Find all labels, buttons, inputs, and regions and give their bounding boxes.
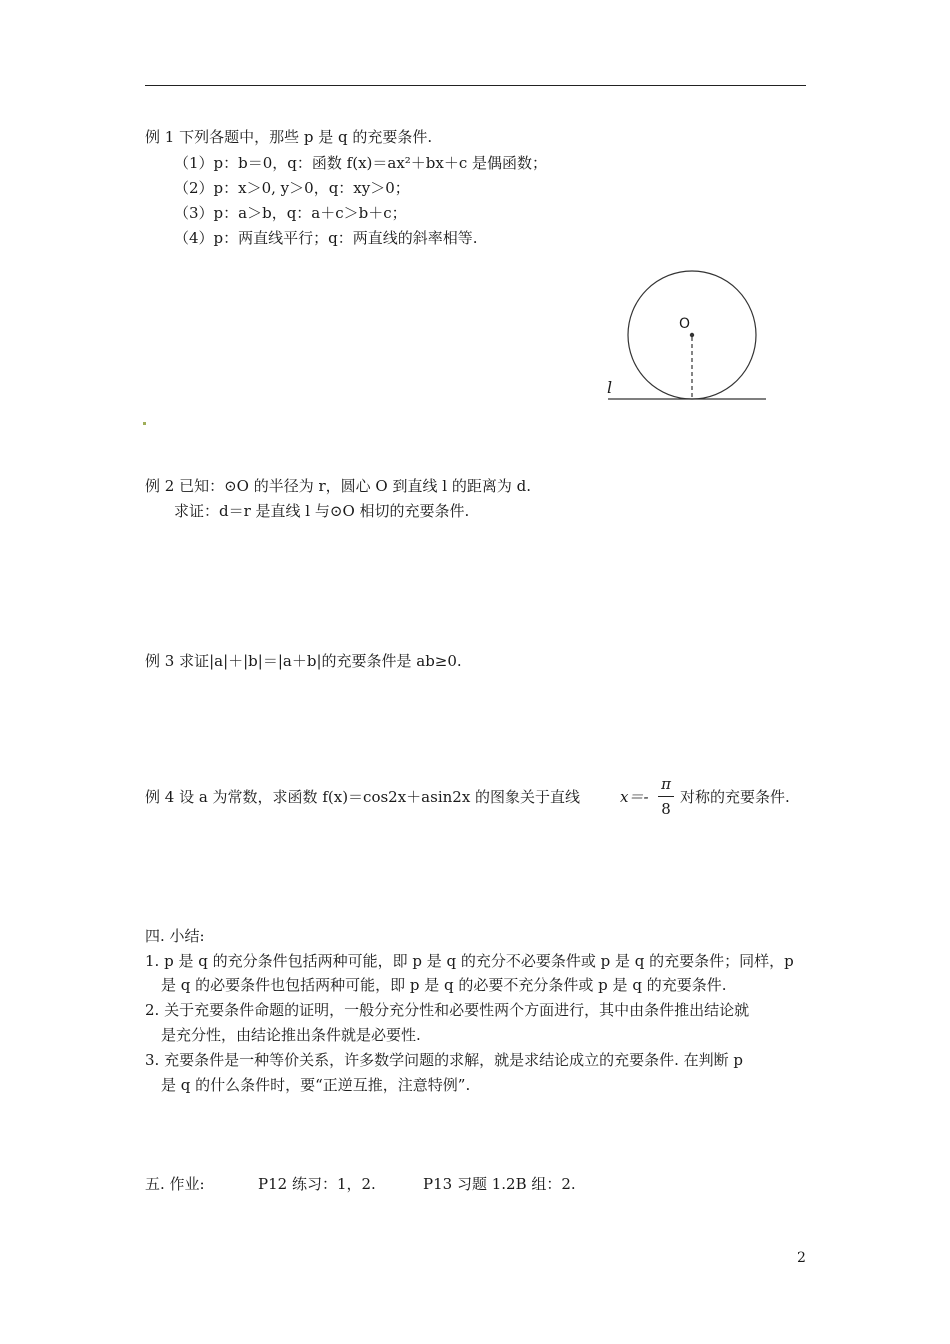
example-1-title: 例 1 下列各题中，那些 p 是 q 的充要条件. [145, 128, 433, 146]
summary-line: 是充分性，由结论推出条件就是必要性. [161, 1026, 421, 1044]
example-4-equation: x＝- [620, 788, 649, 806]
fraction-bar [658, 796, 674, 797]
example-4-after: 对称的充要条件. [680, 788, 790, 806]
fraction-denominator: 8 [661, 800, 671, 818]
example-3: 例 3 求证|a|＋|b|＝|a＋b|的充要条件是 ab≥0. [145, 652, 462, 670]
center-label: O [679, 316, 691, 332]
summary-heading: 四. 小结: [145, 927, 205, 945]
summary-line: 1. p 是 q 的充分条件包括两种可能，即 p 是 q 的充分不必要条件或 p 是 q 的充要条件；同样，p [145, 952, 794, 970]
summary-line: 2. 关于充要条件命题的证明，一般分充分性和必要性两个方面进行，其中由条件推出结论就 [145, 1001, 750, 1019]
center-point [690, 333, 694, 337]
fraction-numerator: π [661, 775, 671, 793]
example-2-line1: 例 2 已知：⊙O 的半径为 r，圆心 O 到直线 l 的距离为 d. [145, 477, 531, 495]
summary-line: 是 q 的必要条件也包括两种可能，即 p 是 q 的必要不充分条件或 p 是 q 的充要条件. [161, 976, 727, 994]
homework-item: P12 练习：1，2. [258, 1175, 376, 1193]
example-1-item: （2）p：x＞0, y＞0，q：xy＞0； [174, 179, 410, 197]
summary-line: 3. 充要条件是一种等价关系，许多数学问题的求解，就是求结论成立的充要条件. 在判断 p [145, 1051, 743, 1069]
homework-label: 五. 作业: [145, 1175, 205, 1193]
page-number: 2 [797, 1250, 806, 1266]
example-1-item: （3）p：a＞b，q：a＋c＞b＋c； [174, 204, 407, 222]
line-label: l [607, 378, 613, 397]
tangent-circle-figure [600, 265, 775, 410]
example-2-line2: 求证：d＝r 是直线 l 与⊙O 相切的充要条件. [174, 502, 470, 520]
example-1-item: （4）p：两直线平行；q：两直线的斜率相等. [174, 229, 478, 247]
summary-line: 是 q 的什么条件时，要“正逆互推，注意特例”. [161, 1076, 471, 1094]
example-1-item: （1）p：b＝0，q：函数 f(x)＝ax²＋bx＋c 是偶函数； [174, 154, 548, 172]
stray-dot [143, 422, 146, 425]
example-4-text: 例 4 设 a 为常数，求函数 f(x)＝cos2x＋asin2x 的图象关于直线 [145, 788, 581, 806]
homework-item: P13 习题 1.2B 组：2. [423, 1175, 576, 1193]
header-rule [145, 85, 806, 86]
